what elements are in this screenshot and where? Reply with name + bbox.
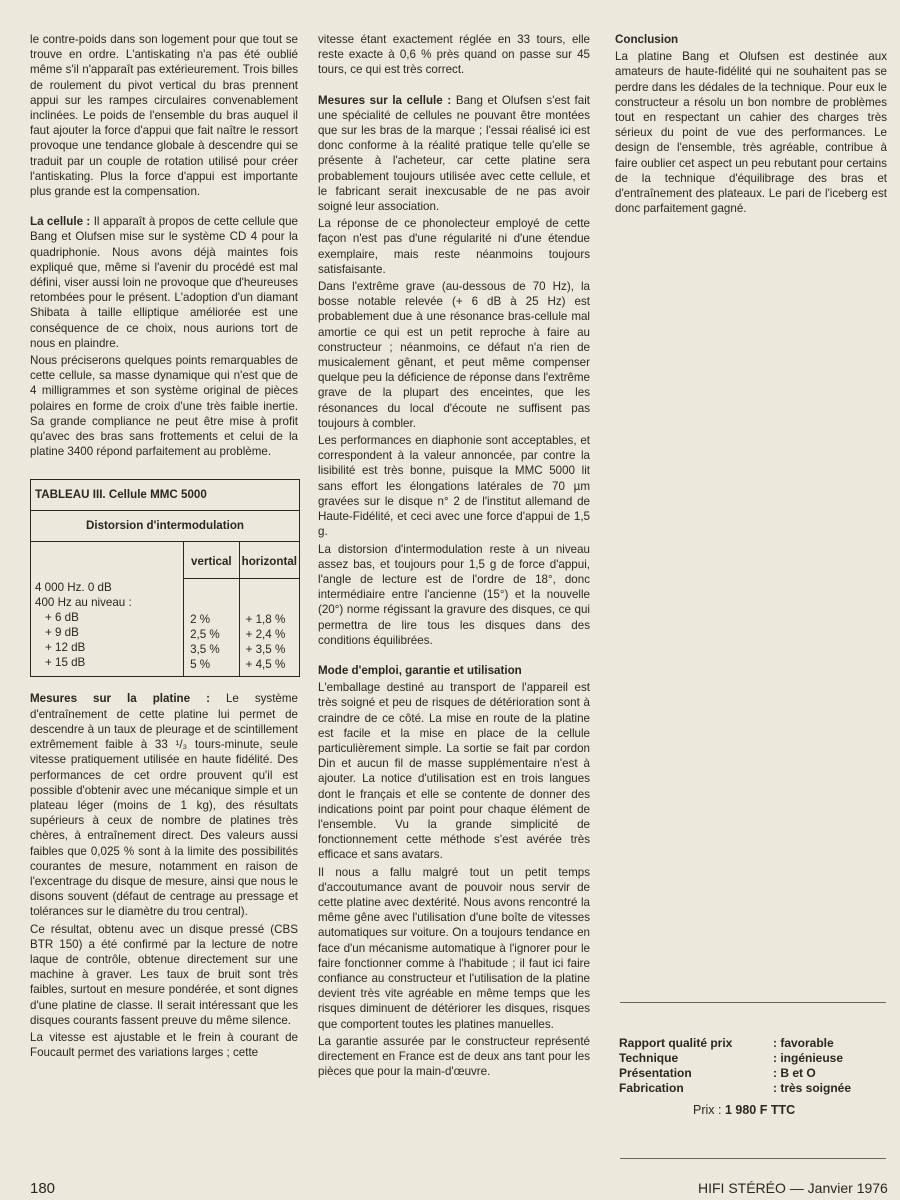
- paragraph: le contre-poids dans son logement pour que tout se trouve en ordre. L'antiskating n'a pas été oublié même s'il n'apparaît pas extérieurement. Trois billes de roulement du pivot vertical du bras prennent appui sur les rampes circulaires convenablement inclinées. Le poids de l'ensemble du bras auquel il faut ajouter la force d'appui que fait naître le ressort provoque une tendance globale à descendre qui se traduit par un couple de rotation utilisé pour créer l'antiskating. Plus la force d'appui est importante plus grande est la compensation.: [30, 33, 298, 199]
- table-cell: + 4,5 %: [245, 658, 286, 672]
- price-value: 1 980 F TTC: [724, 1103, 796, 1117]
- rating-row: Fabrication : très soignée: [619, 1081, 852, 1095]
- ratings-box: [619, 1036, 879, 1096]
- rating-row: Technique : ingénieuse: [619, 1051, 844, 1065]
- paragraph: Il nous a fallu malgré tout un petit temps d'accoutumance avant de pouvoir nous servir de cette platine avec dextérité. Nous avons rencontré la même gêne avec l'utilisation d'une boîte de vitesses automatiques sur voiture. On a toujours tendance en face d'un mécanisme automatique à l'ignorer pour le faire fonctionner comme à l'habitude ; il faut ici faire confiance au constructeur et l'utilisation de la platine devient très vite agréable en même temps que les risques diminuent de détériorer les disques, risques que comportent toutes les platines manuelles.: [318, 865, 590, 1031]
- table-grid: [31, 542, 299, 676]
- section-heading: Conclusion: [615, 33, 679, 46]
- column-2: [318, 32, 590, 1081]
- column-header: vertical: [184, 542, 239, 579]
- paragraph: La distorsion d'intermodulation reste à un niveau assez bas, et toujours pour 1,5 g de force d'appui, l'angle de lecture est de l'ordre de 18°, donc intermédiaire entre l'ancienne (15°) et la nouvelle (20°) norme régissant la gravure des disques, ce qui permettra de lire tous les disques dans des conditions équilibrées.: [318, 542, 590, 647]
- table-cell: + 2,4 %: [245, 628, 286, 642]
- paragraph: Nous préciserons quelques points remarquables de cette cellule, sa masse dynamique qui n'est que de 4 milligrammes et son système original de pièces polaires en forme de croix d'une très faible inertie. Sa grande compliance ne peut être mise à profit qu'avec des bras sans frottements et celui de la platine 3400 répond parfaitement au problème.: [30, 354, 298, 459]
- column-3: [615, 32, 887, 218]
- paragraph: La platine Bang et Olufsen est destinée aux amateurs de haute-fidélité qui ne souhaitent pas se perdre dans les dédales de la technique. Pour eux le constructeur a résolu un bon nombre de problèmes tout en respectant un cahier des charges très sérieux du point de vue des performances. Le design de l'ensemble, très agréable, contribue à faire oublier cet aspect un peu rebutant pour certains de la technique d'équilibrage des bras et d'entraînement des plateaux. Le pari de l'iceberg est donc parfaitement gagné.: [615, 50, 887, 216]
- table-cell: + 3,5 %: [245, 643, 286, 657]
- price-label: Prix :: [693, 1103, 722, 1117]
- table-label-column: 4 000 Hz. 0 dB 400 Hz au niveau : + 6 dB + 9 dB + 12 dB + 15 dB: [31, 542, 184, 676]
- column-header: horizontal: [240, 542, 299, 579]
- divider: [620, 1002, 886, 1003]
- table-cell: 2,5 %: [190, 628, 220, 642]
- section-heading: Mesures sur la platine :: [30, 692, 210, 706]
- table-cell: 3,5 %: [190, 643, 220, 657]
- table-subtitle: Distorsion d'intermodulation: [31, 511, 299, 542]
- section-heading: Mode d'emploi, garantie et utilisation: [318, 663, 522, 677]
- paragraph: La garantie assurée par le constructeur représenté directement en France est de deux ans tant pour les pièces que pour la main-d'œuvre.: [318, 1034, 590, 1079]
- paragraph: Mesures sur la platine : Le système d'entraînement de cette platine lui permet de descendre à un taux de pleurage et de scintillement extrêmement faible à 33 ¹/₃ tours-minute, seule vitesse pratiquement utilisée en haute fidélité. Des performances de cet ordre prouvent qu'il est possible d'obtenir avec une mécanique simple et un plateau léger (moins de 1 kg), des résultats supérieurs à ceux de nombre de platines très chères, à entraînement direct. Des valeurs aussi faibles que 0,025 % sont à la limite des possibilités courantes de mesure, notamment en raison de l'excentrage du disque de mesure, ainsi que nous le disons souvent (défaut de centrage au pressage et tolérances sur le diamètre du trou central).: [30, 692, 298, 919]
- paragraph: Dans l'extrême grave (au-dessous de 70 Hz), la bosse notable relevée (+ 6 dB à 25 Hz) est probablement due à une résonance bras-cellule mal amortie ce qui est un petit reproche à faire au constructeur ; néanmoins, ce défaut n'a rien de musicalement gênant, et peut même compenser quelque peu la déficience de réponse dans l'extrême grave de la plupart des enceintes, que les résonances du local d'écoute ne suffisent pas toujours à combler.: [318, 280, 590, 430]
- table-cell: 2 %: [190, 613, 211, 627]
- paragraph: Ce résultat, obtenu avec un disque pressé (CBS BTR 150) a été confirmé par la lecture de notre laque de contrôle, obtenue directement sur une machine à graver. Les taux de bruit sont très faibles, surtout en mesure pondérée, et sont dignes d'une platine de classe. Il serait intéressant que les disques courants fassent preuve du même silence.: [30, 922, 298, 1027]
- paragraph: La réponse de ce phonolecteur employé de cette façon n'est pas d'une régularité ni d'une étendue exemplaire, mais reste néanmoins toujours satisfaisante.: [318, 217, 590, 276]
- rating-row: Présentation : B et O: [619, 1066, 816, 1080]
- magazine-footer: HIFI STÉRÉO — Janvier 1976: [698, 1180, 888, 1196]
- table-title: TABLEAU III. Cellule MMC 5000: [31, 480, 299, 511]
- paragraph: vitesse étant exactement réglée en 33 tours, elle reste exacte à 0,6 % près quand on passe sur 45 tours, ce qui est très correct.: [318, 33, 590, 77]
- price: [693, 1103, 795, 1117]
- paragraph: L'emballage destiné au transport de l'appareil est très soigné et peu de risques de détérioration sont à craindre de ce côté. La mise en route de la platine est facile et la mise en place de la cellule particulièrement simple. La sortie se fait par cordon Din et aucun fil de masse supplémentaire n'est à ajouter. La notice d'utilisation est en trois langues dont le français et elle se contente de donner des indications point par point pour chaque élément de l'ensemble. Vu la grande simplicité de fonctionnement cette méthode s'est avérée très efficace et sans avatars.: [318, 681, 590, 862]
- page-number: 180: [30, 1180, 56, 1197]
- paragraph: Les performances en diaphonie sont acceptables, et correspondent à la valeur annoncée, par contre la lisibilité est très bonne, puisque la MMC 5000 lit sans effort les élongations latérales de 70 µm gravées sur le disque n° 2 de l'institut allemand de Haute-Fidélité, et ceci avec une force d'appui de 1,5 g.: [318, 434, 590, 539]
- table-row-level: + 15 dB: [45, 656, 86, 670]
- paragraph: La vitesse est ajustable et le frein à courant de Foucault permet des variations larges ; cette: [30, 1030, 298, 1060]
- column-1: [30, 32, 298, 1062]
- rating-row: Rapport qualité prix : favorable: [619, 1036, 834, 1050]
- divider: [620, 1158, 886, 1159]
- table-row-level: + 12 dB: [45, 641, 86, 655]
- table-vertical-column: [184, 542, 240, 676]
- paragraph: Mesures sur la cellule : Bang et Olufsen s'est fait une spécialité de cellules ne pouvant être montées que sur les bras de la marque ; l'essai réalisé ici est donc conforme à la réalité pratique telle qu'elle se présente à l'acheteur, car cette platine sera probablement toujours utilisée avec cette cellule, et le fabricant serait inexcusable de ne pas avoir soigné leur association.: [318, 93, 591, 214]
- section-heading: Mesures sur la cellule :: [318, 93, 452, 107]
- table-cell: 5 %: [190, 658, 211, 672]
- table-cell: + 1,8 %: [245, 613, 286, 627]
- table-horizontal-column: [240, 542, 299, 676]
- table-row-level: + 9 dB: [45, 626, 79, 640]
- table-iii: [30, 479, 300, 677]
- paragraph: La cellule : Il apparaît à propos de cette cellule que Bang et Olufsen mise sur le système CD 4 pour la quadriphonie. Nous avons déjà maintes fois expliqué que, même si l'avenir du procédé est mal défini, viser aussi loin ne provoque que d'heureuses retombées pour le présent. L'adoption d'un diamant Shibata à taille elliptique améliorée est une conséquence de ce choix, nous aurions tort de nous en plaindre.: [30, 215, 298, 350]
- section-heading: La cellule :: [30, 215, 91, 229]
- table-row-level: + 6 dB: [45, 611, 79, 625]
